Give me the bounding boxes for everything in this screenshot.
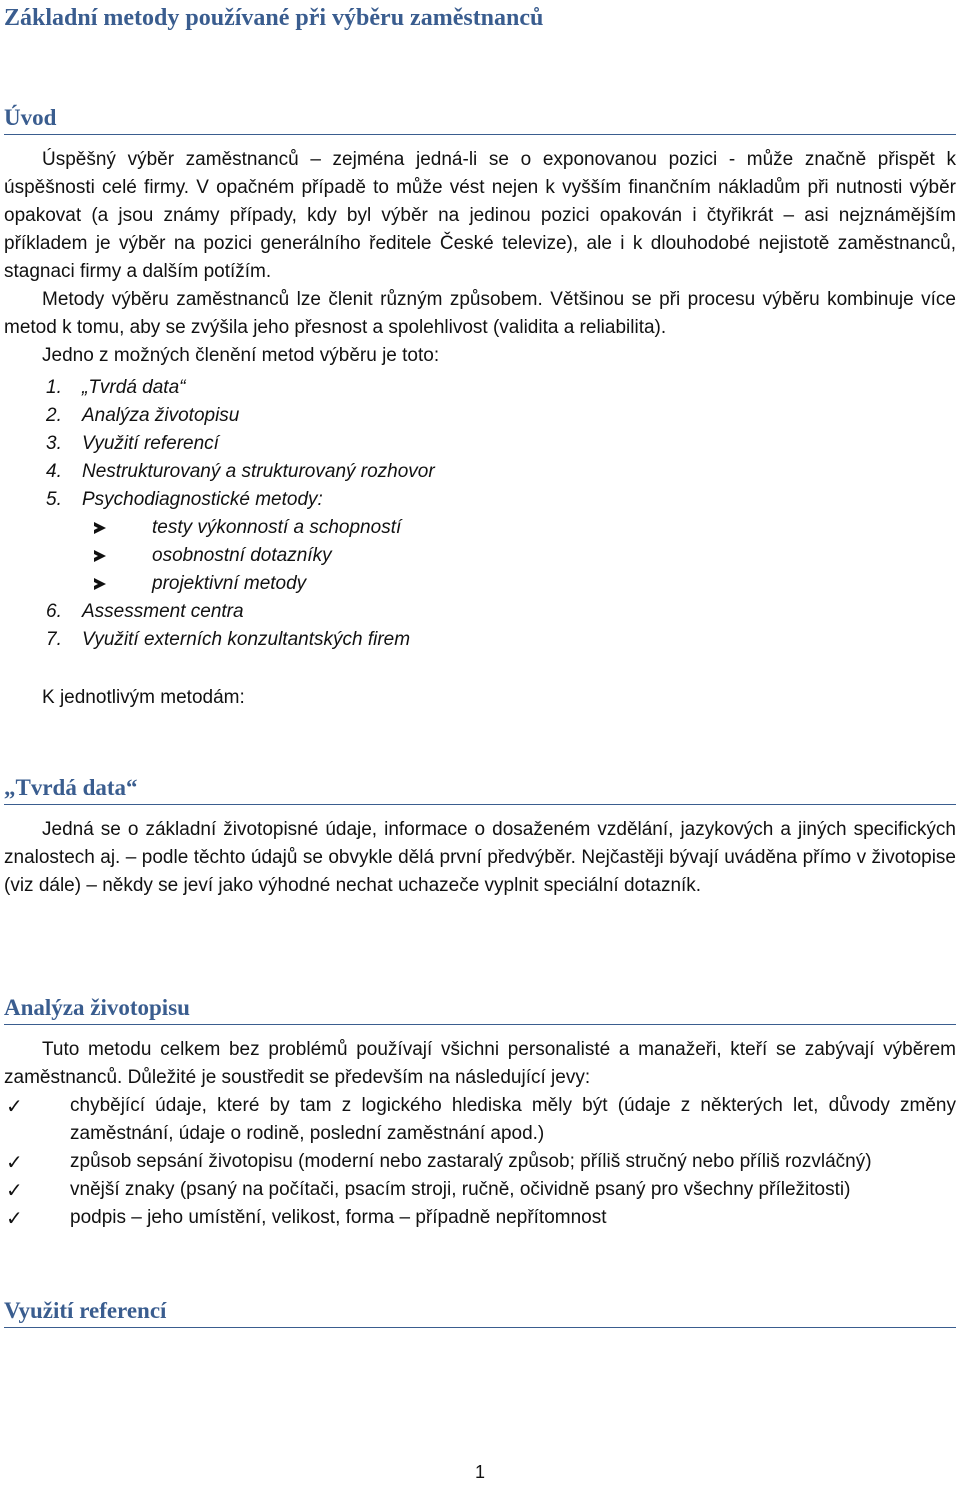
check-icon: ✓ bbox=[6, 1094, 23, 1118]
arrow-bullet-icon bbox=[94, 578, 106, 590]
list-item: 4. Nestrukturovaný a strukturovaný rozhovor bbox=[46, 461, 435, 482]
intro-body bbox=[4, 146, 956, 370]
list-item: ✓ vnější znaky (psaný na počítači, psacím stroji, ručně, očividně psaný pro všechny příležitosti) bbox=[6, 1178, 851, 1202]
methods-intro-line: K jednotlivým metodám: bbox=[42, 687, 245, 708]
page-title: Základní metody používané při výběru zaměstnanců bbox=[4, 5, 544, 31]
cv-body bbox=[4, 1036, 956, 1232]
cv-paragraph: Tuto metodu celkem bez problémů používají všichni personalisté a manažeři, kteří se zabývají výběrem zaměstnanců. Důležité je soustředit se především na následující jevy: bbox=[4, 1039, 956, 1088]
heading-underline bbox=[4, 134, 956, 135]
list-item: ✓ chybějící údaje, které by tam z logického hlediska měly být (údaje z některých let, důvody změny zaměstnání, údaje o rodině, poslední zaměstnání apod.) bbox=[6, 1094, 956, 1144]
arrow-bullet-icon bbox=[94, 550, 106, 562]
hard-data-paragraph: Jedná se o základní životopisné údaje, informace o dosaženém vzdělání, jazykových a jiných specifických znalostech aj. – podle těchto údajů se obvykle dělá první předvýběr. Nejčastěji bývají uváděna přímo v životopise (viz dále) – někdy se jeví jako výhodné nechat uchazeče vyplnit speciální dotazník. bbox=[4, 819, 956, 896]
list-item: 2. Analýza životopisu bbox=[46, 405, 240, 426]
hard-data-body bbox=[4, 816, 956, 900]
list-item: 6. Assessment centra bbox=[46, 601, 244, 622]
check-icon: ✓ bbox=[6, 1206, 23, 1230]
intro-paragraph-3: Jedno z možných členění metod výběru je toto: bbox=[42, 345, 440, 366]
heading-underline bbox=[4, 1327, 956, 1328]
list-item: 3. Využití referencí bbox=[46, 433, 219, 454]
heading-cv-analysis: Analýza životopisu bbox=[4, 995, 190, 1020]
methods-list bbox=[0, 374, 960, 654]
heading-underline bbox=[4, 804, 956, 805]
list-item: 1. „Tvrdá data“ bbox=[46, 377, 186, 398]
check-icon: ✓ bbox=[6, 1178, 23, 1202]
page-number: 1 bbox=[474, 1462, 485, 1482]
intro-paragraph-2: Metody výběru zaměstnanců lze členit různým způsobem. Většinou se při procesu výběru kombinuje více metod k tomu, aby se zvýšila jeho přesnost a spolehlivost (validita a reliabilita). bbox=[4, 289, 956, 338]
list-item: ✓ způsob sepsání životopisu (moderní nebo zastaralý způsob; příliš stručný nebo příliš rozvláčný) bbox=[6, 1150, 872, 1174]
heading-hard-data: „Tvrdá data“ bbox=[4, 775, 138, 800]
sublist-item: osobnostní dotazníky bbox=[0, 542, 960, 570]
heading-underline bbox=[4, 1024, 956, 1025]
cv-checklist bbox=[4, 1092, 956, 1232]
intro-paragraph-1: Úspěšný výběr zaměstnanců – zejména jedná-li se o exponovanou pozici - může značně přispět k úspěšnosti celé firmy. V opačném případě to může vést nejen k vyšším finančním nákladům při nutnosti výběr opakovat (a jsou známy případy, kdy byl výběr na jedinou pozici opakován i čtyřikrát – asi nejznámějším příkladem je výběr na pozici generálního ředitele České televize), ale i k dlouhodobé nejistotě zaměstnanců, stagnaci firmy a dalším potížím. bbox=[4, 149, 956, 282]
arrow-bullet-icon bbox=[94, 522, 106, 534]
check-icon: ✓ bbox=[6, 1150, 23, 1174]
list-item: 7. Využití externích konzultantských firem bbox=[46, 629, 411, 650]
sublist-item: testy výkonností a schopností bbox=[0, 514, 960, 542]
sublist-item: projektivní metody bbox=[0, 570, 960, 598]
list-item: ✓ podpis – jeho umístění, velikost, forma – případně nepřítomnost bbox=[6, 1206, 607, 1230]
list-item: 5. Psychodiagnostické metody: bbox=[46, 489, 323, 510]
heading-references: Využití referencí bbox=[4, 1298, 167, 1323]
heading-intro: Úvod bbox=[4, 105, 57, 130]
